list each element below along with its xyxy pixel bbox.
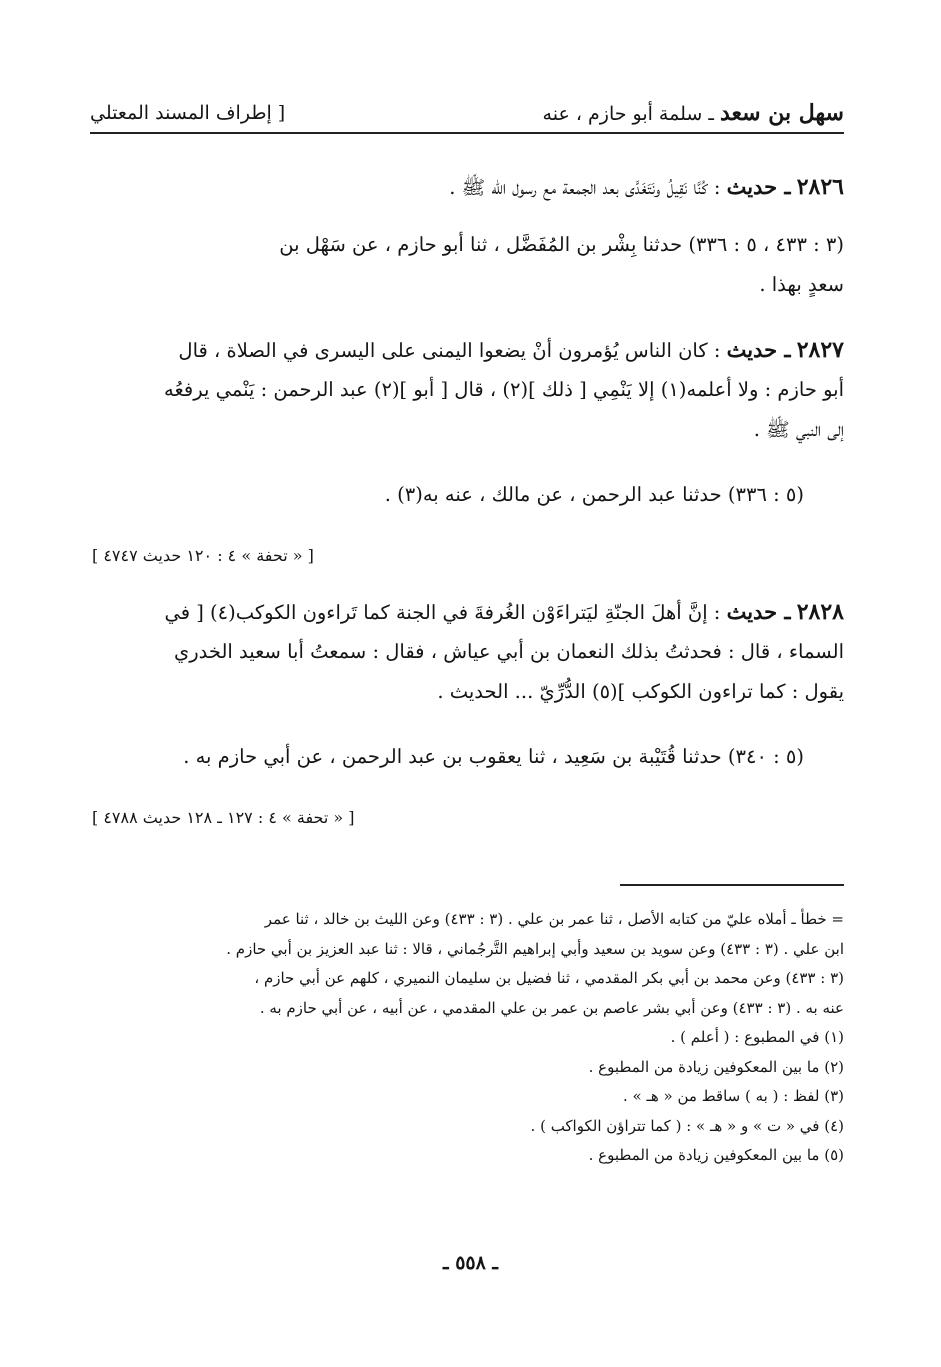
isnad-2826 bbox=[92, 226, 844, 304]
footnote-line: (٥) ما بين المعكوفين زيادة من المطبوع . bbox=[588, 1146, 844, 1164]
hadith-text-line: يقول : كما تراءون الكوكب ](٥) الدُّرِّيّ ... الحديث . bbox=[437, 680, 844, 703]
hadith-number: ٢٨٢٧ bbox=[796, 337, 844, 363]
footnote-line: عنه به . (٣ : ٤٣٣) وعن أبي بشر عاصم بن عمر بن علي المقدمي ، عن أبيه ، عن أبي حازم به . bbox=[259, 998, 844, 1017]
isnad-line: سعدٍ بهذا . bbox=[759, 273, 844, 296]
hadith-2826 bbox=[92, 168, 844, 206]
hadith-text-line: إلى النبي ﷺ . bbox=[753, 418, 844, 441]
header-book-title: [ إطراف المسند المعتلي bbox=[90, 102, 286, 124]
hadith-text: : كان الناس يُؤمرون أنْ يضعوا اليمنى على اليسرى في الصلاة ، قال bbox=[178, 339, 721, 362]
footnote-line: (٤) في « ت » و « هـ » : ( كما تتراؤن الكواكب ) . bbox=[530, 1116, 844, 1135]
hadith-2827 bbox=[92, 330, 844, 450]
footnote-line: (١) في المطبوع : ( أعلم ) . bbox=[670, 1028, 844, 1046]
running-header bbox=[90, 96, 844, 134]
hadith-label: ـ حديث bbox=[726, 337, 791, 362]
footnote-line: (٣) لفظ : ( به ) ساقط من « هـ » . bbox=[622, 1087, 844, 1105]
isnad-2827 bbox=[92, 476, 844, 514]
hadith-text-line bbox=[92, 168, 844, 206]
hadith-2828 bbox=[92, 592, 844, 712]
isnad-2828 bbox=[92, 738, 844, 776]
hadith-number: ٢٨٢٨ bbox=[796, 599, 844, 625]
isnad-line: (٣ : ٤٣٣ ، ٥ : ٣٣٦) حدثنا بِشْر بن المُفَضَّل ، ثنا أبو حازم ، عن سَهْل بن bbox=[279, 233, 844, 256]
footnotes bbox=[95, 905, 844, 1171]
hadith-text-line: السماء ، قال : فحدثتُ بذلك النعمان بن أبي عياش ، فقال : سمعتُ أبا سعيد الخدري bbox=[173, 640, 844, 663]
isnad-line: (٥ : ٣٣٦) حدثنا عبد الرحمن ، عن مالك ، عنه به(٣) . bbox=[384, 483, 804, 506]
header-companion-name: سهل بن سعد bbox=[719, 100, 844, 126]
tuhfa-reference-2827 bbox=[92, 542, 844, 570]
hadith-number: ٢٨٢٦ bbox=[796, 174, 844, 200]
hadith-text: : كُنَّا نَقِيلُ ونَتَغَدَّى بعد الجمعة مع رسول الله ﷺ . bbox=[449, 176, 721, 199]
tuhfa-reference: [ « تحفة » ٤ : ١٢٠ حديث ٤٧٤٧ ] bbox=[92, 546, 314, 565]
hadith-text-line: أبو حازم : ولا أعلمه(١) إلا يَنْمِي [ ذلك ](٢) ، قال [ أبو ](٢) عبد الرحمن : يَنْمي يرفعُه bbox=[164, 378, 844, 401]
footnote-line: ابن علي . (٣ : ٤٣٣) وعن سويد بن سعيد وأبي إبراهيم التَّرجُماني ، قالا : ثنا عبد العزيز بن أبي حازم . bbox=[226, 939, 844, 958]
footnote-separator bbox=[620, 884, 844, 886]
footnote-line: = خطأ ـ أملاه عليّ من كتابه الأصل ، ثنا عمر بن علي . (٣ : ٤٣٣) وعن الليث بن خالد ، ثنا عمر bbox=[264, 910, 844, 928]
hadith-label: ـ حديث bbox=[726, 599, 791, 624]
header-narrator: ـ سلمة أبو حازم ، عنه bbox=[542, 103, 714, 125]
hadith-text-line bbox=[92, 592, 844, 632]
isnad-line: (٥ : ٣٤٠) حدثنا قُتَيْبة بن سَعِيد ، ثنا يعقوب بن عبد الرحمن ، عن أبي حازم به . bbox=[183, 745, 804, 768]
hadith-text-line bbox=[92, 330, 844, 370]
footnote-line: (٣ : ٤٣٣) وعن محمد بن أبي بكر المقدمي ، ثنا فضيل بن سليمان النميري ، كلهم عن أبي حازم ، bbox=[254, 969, 844, 987]
footnote-line: (٢) ما بين المعكوفين زيادة من المطبوع . bbox=[588, 1057, 844, 1076]
hadith-text: : إنَّ أهلَ الجنّةِ ليَتراءَوْن الغُرفةَ في الجنة كما تَراءون الكوكب(٤) [ في bbox=[164, 601, 721, 624]
tuhfa-reference: [ « تحفة » ٤ : ١٢٧ ـ ١٢٨ حديث ٤٧٨٨ ] bbox=[92, 808, 355, 827]
hadith-label: ـ حديث bbox=[726, 174, 791, 199]
page-number: ـ ٥٥٨ ـ bbox=[443, 1252, 498, 1274]
header-title bbox=[543, 96, 844, 131]
tuhfa-reference-2828 bbox=[92, 804, 844, 832]
